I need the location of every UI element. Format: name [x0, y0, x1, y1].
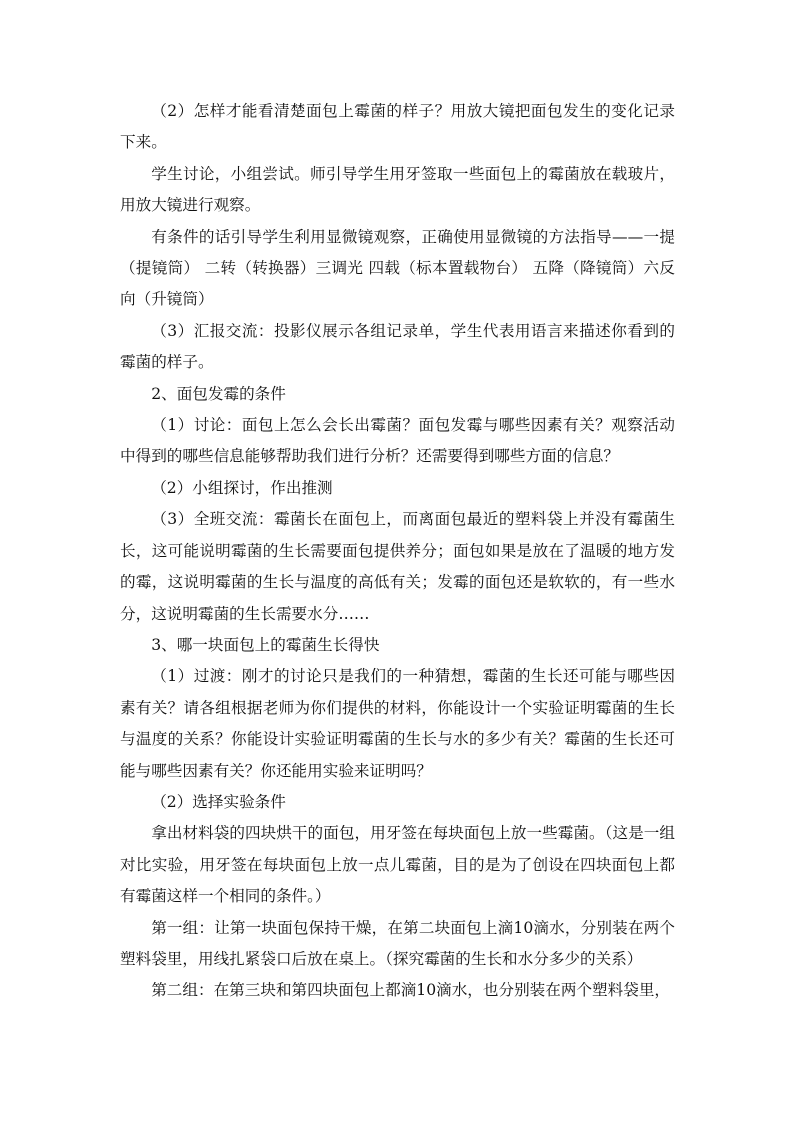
paragraph-report-exchange: （3）汇报交流：投影仪展示各组记录单，学生代表用语言来描述你看到的霉菌的样子。: [120, 321, 675, 372]
paragraph-class-exchange: （3）全班交流：霉菌长在面包上，而离面包最近的塑料袋上并没有霉菌生长，这可能说明霉菌的生长需要面包提供养分；面包如果是放在了温暖的地方发的霉，这说明霉菌的生长与温度的高低有关；发霉的面包还是软软的，有一些水分，这说明霉菌的生长需要水分……: [120, 510, 675, 623]
paragraph-observe-question: （2）怎样才能看清楚面包上霉菌的样子？用放大镜把面包发生的变化记录下来。: [120, 102, 675, 152]
paragraph-group-one: 第一组：让第一块面包保持干燥，在第二块面包上滴10滴水，分别装在两个塑料袋里，用线扎紧袋口后放在桌上。（探究霉菌的生长和水分多少的关系）: [120, 918, 675, 968]
paragraph-student-discussion: 学生讨论，小组尝试。师引导学生用牙签取一些面包上的霉菌放在载玻片，用放大镜进行观察。: [120, 164, 675, 215]
paragraph-discussion-questions: （1）讨论：面包上怎么会长出霉菌？面包发霉与哪些因素有关？观察活动中得到的哪些信息能够帮助我们进行分析？还需要得到哪些方面的信息？: [120, 416, 675, 466]
paragraph-transition: （1）过渡：刚才的讨论只是我们的一种猜想，霉菌的生长还可能与哪些因素有关？请各组根据老师为你们提供的材料，你能设计一个实验证明霉菌的生长与温度的关系？你能设计实验证明霉菌的生长与水的多少有关？霉菌的生长还可能与哪些因素有关？你还能用实验来证明吗？: [120, 667, 675, 780]
paragraph-group-inference: （2）小组探讨，作出推测: [151, 478, 333, 497]
section-heading-mold-conditions: 2、面包发霉的条件: [151, 384, 286, 403]
section-heading-which-bread: 3、哪一块面包上的霉菌生长得快: [151, 635, 380, 654]
paragraph-materials: 拿出材料袋的四块烘干的面包，用牙签在每块面包上放一些霉菌。（这是一组对比实验，用牙签在每块面包上放一点儿霉菌，目的是为了创设在四块面包上都有霉菌这样一个相同的条件。）: [120, 824, 675, 906]
document-body: [120, 96, 675, 1007]
paragraph-group-two: 第二组：在第三块和第四块面包上都滴10滴水，也分别装在两个塑料袋里，: [151, 981, 671, 1000]
paragraph-microscope-guide: 有条件的话引导学生利用显微镜观察，正确使用显微镜的方法指导——一提（提镜筒） 二转（转换器）三调光 四载（标本置载物台） 五降（降镜筒）六反向（升镜筒）: [120, 227, 675, 309]
paragraph-choose-conditions: （2）选择实验条件: [151, 792, 286, 811]
